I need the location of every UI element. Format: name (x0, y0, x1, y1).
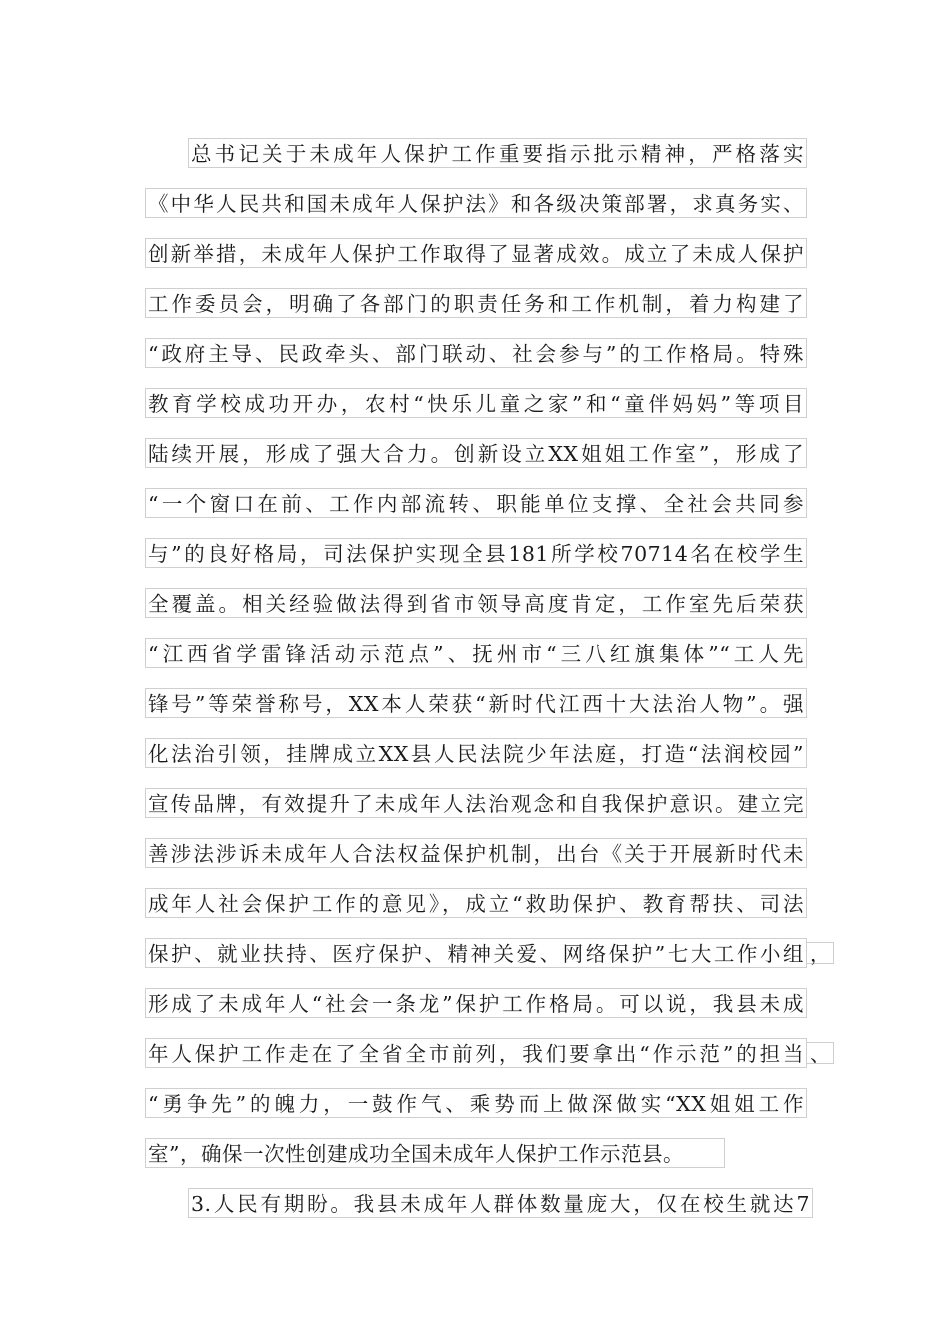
text-line: 教育学校成功开办，农村“快乐儿童之家”和“童伴妈妈”等项目 (145, 388, 807, 418)
text-line: 室”，确保一次性创建成功全国未成年人保护工作示范县。 (145, 1138, 725, 1168)
text-line: 年人保护工作走在了全省全市前列，我们要拿出“作示范”的担当 (145, 1038, 807, 1068)
text-line: 与”的良好格局，司法保护实现全县181所学校70714名在校学生 (145, 538, 807, 568)
text-line: 成年人社会保护工作的意见》，成立“救助保护、教育帮扶、司法 (145, 888, 807, 918)
overflow-punctuation: ， (807, 942, 834, 964)
text-line: “江西省学雷锋活动示范点”、抚州市“三八红旗集体”“工人先 (145, 638, 807, 668)
text-line: 宣传品牌，有效提升了未成年人法治观念和自我保护意识。建立完 (145, 788, 807, 818)
text-line: 《中华人民共和国未成年人保护法》和各级决策部署，求真务实、 (145, 188, 807, 218)
text-line: 锋号”等荣誉称号，XX本人荣获“新时代江西十大法治人物”。强 (145, 688, 807, 718)
text-line: “政府主导、民政牵头、部门联动、社会参与”的工作格局。特殊 (145, 338, 807, 368)
text-line: “勇争先”的魄力，一鼓作气、乘势而上做深做实“XX姐姐工作 (145, 1088, 807, 1118)
text-line: 3.人民有期盼。我县未成年人群体数量庞大，仅在校生就达7 (188, 1188, 813, 1218)
text-line: 工作委员会，明确了各部门的职责任务和工作机制，着力构建了 (145, 288, 807, 318)
text-line: 全覆盖。相关经验做法得到省市领导高度肯定，工作室先后荣获 (145, 588, 807, 618)
text-line: 创新举措，未成年人保护工作取得了显著成效。成立了未成人保护 (145, 238, 807, 268)
text-line: 化法治引领，挂牌成立XX县人民法院少年法庭，打造“法润校园” (145, 738, 807, 768)
text-line: 总书记关于未成年人保护工作重要指示批示精神，严格落实 (188, 138, 807, 168)
text-line: 形成了未成年人“社会一条龙”保护工作格局。可以说，我县未成 (145, 988, 807, 1018)
text-line: 保护、就业扶持、医疗保护、精神关爱、网络保护”七大工作小组 (145, 938, 807, 968)
text-line: 陆续开展，形成了强大合力。创新设立XX姐姐工作室”，形成了 (145, 438, 807, 468)
text-line: “一个窗口在前、工作内部流转、职能单位支撑、全社会共同参 (145, 488, 807, 518)
overflow-punctuation: 、 (807, 1042, 834, 1064)
text-line: 善涉法涉诉未成年人合法权益保护机制，出台《关于开展新时代未 (145, 838, 807, 868)
